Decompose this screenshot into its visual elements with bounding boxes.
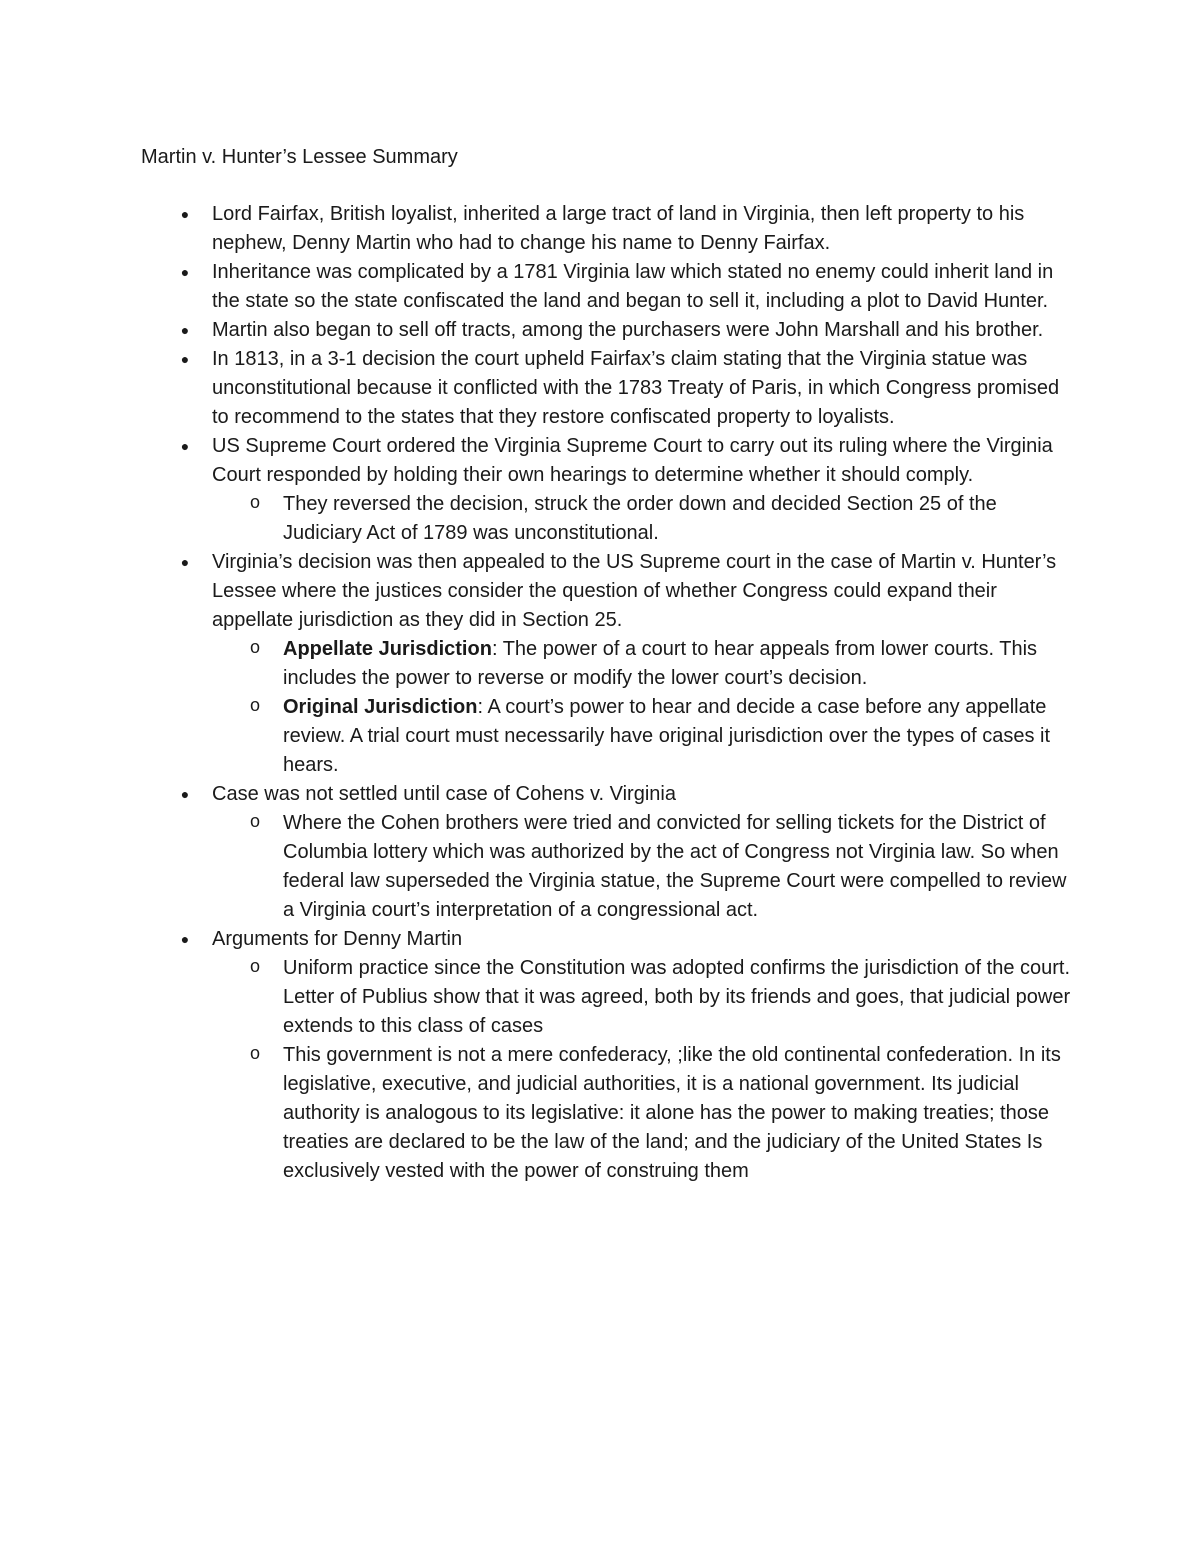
sub-list-item xyxy=(0,809,1073,925)
list-item-text: Martin also began to sell off tracts, among the purchasers were John Marshall and his brother. xyxy=(212,319,1044,341)
list-item xyxy=(0,925,1072,1186)
list-item-text: Inheritance was complicated by a 1781 Virginia law which stated no enemy could inherit land in the state so the state confiscated the land and began to sell it, including a plot to David Hunter. xyxy=(212,261,1054,312)
list-item xyxy=(0,200,1072,258)
sub-item-text: This government is not a mere confederacy, ;like the old continental confederation. In its legislative, executive, and judicial authorities, it is a national government. Its judicial authority is analogous to its legislative: it alone has the power to making treaties; those treaties are declared to be the law of the land; and the judiciary of the United States Is exclusively vested with the power of construing them xyxy=(283,1044,1061,1182)
sub-list xyxy=(212,490,1072,548)
definition-term: Original Jurisdiction xyxy=(283,696,478,718)
sub-item-text: They reversed the decision, struck the order down and decided Section 25 of the Judiciary Act of 1789 was unconstitutional. xyxy=(283,493,997,544)
bullet-icon: ● xyxy=(180,206,190,222)
list-item xyxy=(0,345,1072,432)
hollow-bullet-icon: o xyxy=(249,1045,261,1065)
hollow-bullet-icon: o xyxy=(249,639,261,659)
list-item xyxy=(0,432,1072,548)
bullet-icon: ● xyxy=(180,351,190,367)
sub-list-item xyxy=(0,490,1073,548)
bullet-icon: ● xyxy=(180,554,190,570)
sub-list-item xyxy=(0,693,1073,780)
bullet-icon: ● xyxy=(180,322,190,338)
hollow-bullet-icon: o xyxy=(249,494,261,514)
bullet-icon: ● xyxy=(180,264,190,280)
document-title: Martin v. Hunter’s Lessee Summary xyxy=(141,146,458,168)
bullet-icon: ● xyxy=(180,786,190,802)
summary-list xyxy=(0,200,1200,1186)
list-item-text: Lord Fairfax, British loyalist, inherited a large tract of land in Virginia, then left property to his nephew, Denny Martin who had to change his name to Denny Fairfax. xyxy=(212,203,1025,254)
list-item xyxy=(0,258,1072,316)
hollow-bullet-icon: o xyxy=(249,958,261,978)
sub-item-text: Uniform practice since the Constitution was adopted confirms the jurisdiction of the court. Letter of Publius show that it was agreed, both by its friends and goes, that judicial power extends to this class of cases xyxy=(283,957,1071,1037)
bullet-icon: ● xyxy=(180,931,190,947)
definition-text: : The power of a court to hear appeals from lower courts. This includes the power to reverse or modify the lower court’s decision. xyxy=(283,638,1038,689)
sub-list xyxy=(212,954,1072,1186)
definition-term: Appellate Jurisdiction xyxy=(283,638,492,660)
sub-item-text: Where the Cohen brothers were tried and convicted for selling tickets for the District of Columbia lottery which was authorized by the act of Congress not Virginia law. So when federal law superseded the Virginia statue, the Supreme Court were compelled to review a Virginia court’s interpretation of a congressional act. xyxy=(283,812,1067,921)
list-item-text: In 1813, in a 3-1 decision the court upheld Fairfax’s claim stating that the Virginia statue was unconstitutional because it conflicted with the 1783 Treaty of Paris, in which Congress promised to recommend to the states that they restore confiscated property to loyalists. xyxy=(212,348,1060,428)
sub-list xyxy=(212,635,1072,780)
list-item-text: Virginia’s decision was then appealed to the US Supreme court in the case of Martin v. Hunter’s Lessee where the justices consider the question of whether Congress could expand their appellate jurisdiction as they did in Section 25. xyxy=(212,551,1057,631)
list-item-text: US Supreme Court ordered the Virginia Supreme Court to carry out its ruling where the Virginia Court responded by holding their own hearings to determine whether it should comply. xyxy=(212,435,1053,486)
bullet-icon: ● xyxy=(180,438,190,454)
list-item-text: Case was not settled until case of Cohens v. Virginia xyxy=(212,783,676,805)
list-item-text: Arguments for Denny Martin xyxy=(212,928,463,950)
hollow-bullet-icon: o xyxy=(249,697,261,717)
sub-list-item xyxy=(0,635,1073,693)
list-item xyxy=(0,548,1072,780)
sub-list xyxy=(212,809,1072,925)
sub-list-item xyxy=(0,1041,1073,1186)
list-item xyxy=(0,316,1072,345)
list-item xyxy=(0,780,1072,925)
definition-text: : A court’s power to hear and decide a case before any appellate review. A trial court must necessarily have original jurisdiction over the types of cases it hears. xyxy=(283,696,1051,776)
sub-list-item xyxy=(0,954,1073,1041)
hollow-bullet-icon: o xyxy=(249,813,261,833)
